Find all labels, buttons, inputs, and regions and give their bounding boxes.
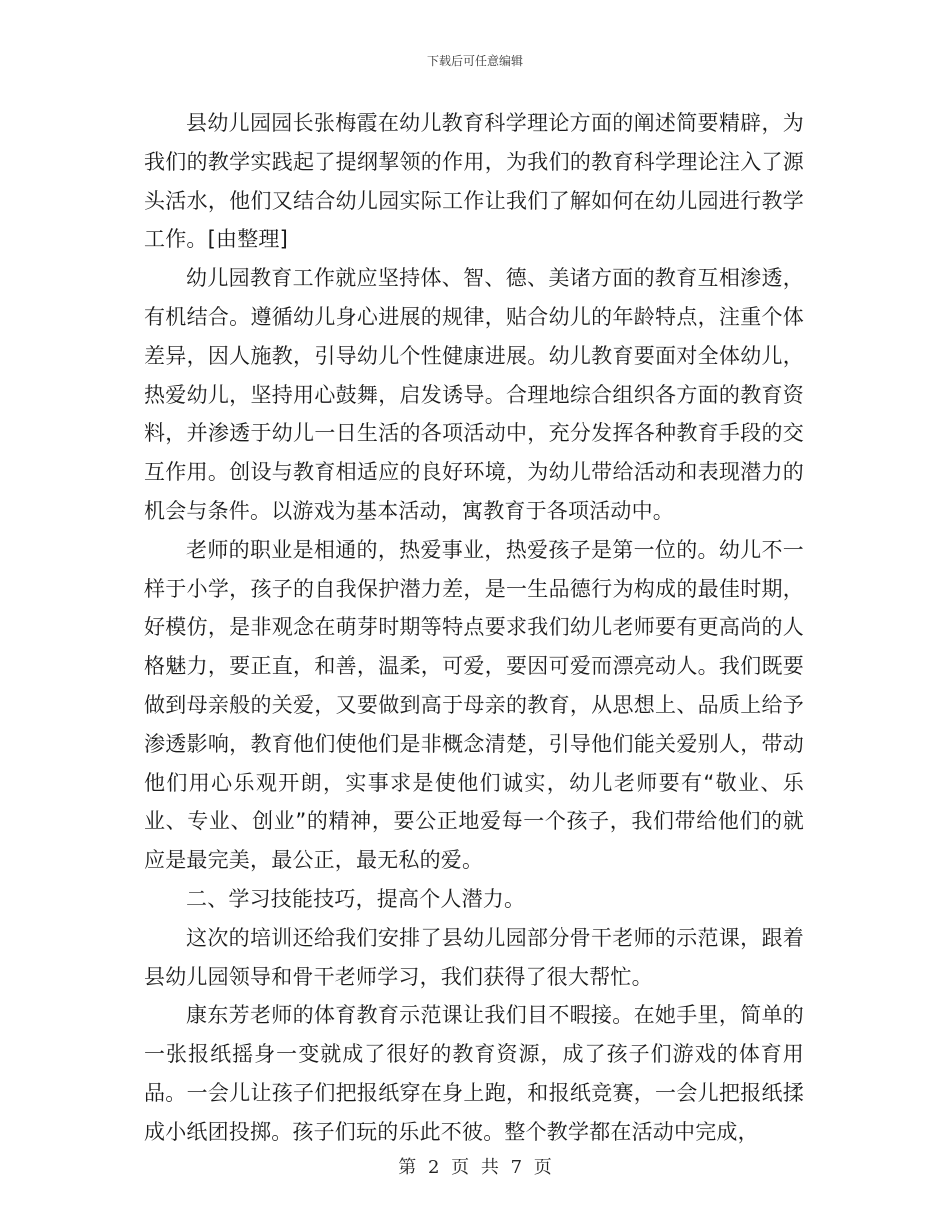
page-number: 第 2 页 共 7 页 bbox=[398, 1157, 552, 1178]
paragraph: 这次的培训还给我们安排了县幼儿园部分骨干老师的示范课，跟着县幼儿园领导和骨干老师学习，我们获得了很大帮忙。 bbox=[144, 925, 804, 989]
paragraph: 老师的职业是相通的，热爱事业，热爱孩子是第一位的。幼儿不一样于小学，孩子的自我保护潜力差，是一生品德行为构成的最佳时期，好模仿，是非观念在萌芽时期等特点要求我们幼儿老师要有更高尚的人格魅力，要正直，和善，温柔，可爱，要因可爱而漂亮动人。我们既要做到母亲般的关爱，又要做到高于母亲的教育，从思想上、品质上给予渗透影响，教育他们使他们是非概念清楚，引导他们能关爱别人，带动他们用心乐观开朗，实事求是使他们诚实，幼儿老师要有“敬业、乐业、专业、创业”的精神，要公正地爱每一个孩子，我们带给他们的就应是最完美，最公正，最无私的爱。 bbox=[144, 537, 804, 873]
paragraph: 康东芳老师的体育教育示范课让我们目不暇接。在她手里，简单的一张报纸摇身一变就成了很好的教育资源，成了孩子们游戏的体育用品。一会儿让孩子们把报纸穿在身上跑，和报纸竞赛，一会儿把报纸揉成小纸团投掷。孩子们玩的乐此不彼。整个教学都在活动中完成， bbox=[144, 1003, 804, 1144]
document-body bbox=[144, 104, 804, 1152]
section-heading: 二、学习技能技巧，提高个人潜力。 bbox=[186, 886, 526, 911]
paragraph: 幼儿园教育工作就应坚持体、智、德、美诸方面的教育互相渗透，有机结合。遵循幼儿身心进展的规律，贴合幼儿的年龄特点，注重个体差异，因人施教，引导幼儿个性健康进展。幼儿教育要面对全体幼儿，热爱幼儿，坚持用心鼓舞，启发诱导。合理地综合组织各方面的教育资料，并渗透于幼儿一日生活的各项活动中，充分发挥各种教育手段的交互作用。创设与教育相适应的良好环境，为幼儿带给活动和表现潜力的机会与条件。以游戏为基本活动，寓教育于各项活动中。 bbox=[144, 266, 804, 523]
page-header-note: 下载后可任意编辑 bbox=[426, 54, 523, 68]
paragraph: 县幼儿园园长张梅霞在幼儿教育科学理论方面的阐述简要精辟，为我们的教学实践起了提纲挈领的作用，为我们的教育科学理论注入了源头活水，他们又结合幼儿园实际工作让我们了解如何在幼儿园进行教学工作。[由整理] bbox=[144, 111, 804, 252]
